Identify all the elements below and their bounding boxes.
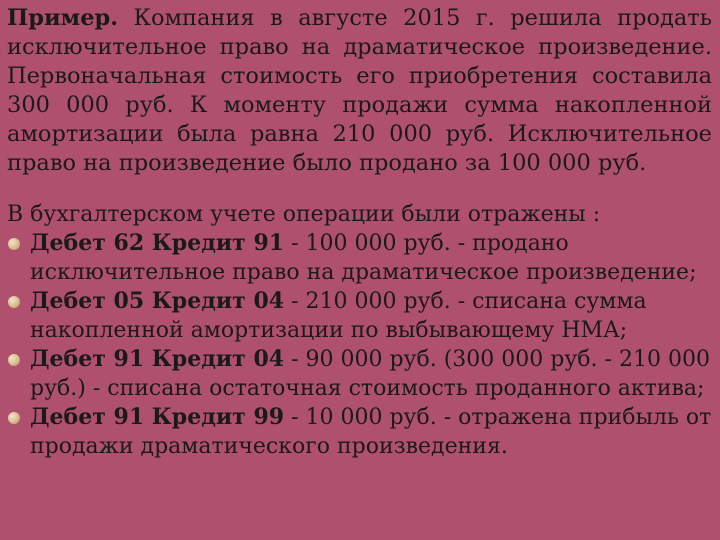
entries-list	[7, 229, 712, 461]
entry-account: Дебет 05 Кредит 04	[30, 288, 285, 314]
list-item	[7, 403, 712, 461]
operations-section	[7, 200, 712, 461]
entry-account: Дебет 91 Кредит 99	[30, 404, 285, 430]
list-item	[7, 345, 712, 403]
bullet-icon	[8, 412, 20, 424]
bullet-icon	[8, 238, 20, 250]
example-paragraph	[7, 4, 712, 178]
entry-text: - 210 000 руб. - списана сумма накопленной амортизации по выбывающему НМА;	[30, 289, 647, 343]
entry-account: Дебет 91 Кредит 04	[30, 346, 285, 372]
entry-account: Дебет 62 Кредит 91	[30, 230, 285, 256]
entry-text: - 10 000 руб. - отражена прибыль от продажи драматического произведения.	[30, 405, 712, 459]
example-label: Пример.	[7, 5, 119, 31]
bullet-icon	[8, 296, 20, 308]
operations-intro: В бухгалтерском учете операции были отражены :	[7, 202, 601, 227]
bullet-icon	[8, 354, 20, 366]
list-item	[7, 229, 712, 287]
list-item	[7, 287, 712, 345]
example-text: Компания в августе 2015 г. решила продать исключительное право на драматическое произведение. Первоначальная стоимость его приобретения составила 300 000 руб. К моменту продажи сумма накопленной амортизации была равна 210 000 руб. Исключительное право на произведение было продано за 100 000 руб.	[7, 5, 712, 176]
entry-text: - 100 000 руб. - продано исключительное право на драматическое произведение;	[30, 231, 697, 285]
entry-text: - 90 000 руб. (300 000 руб. - 210 000 руб.) - списана остаточная стоимость проданного актива;	[30, 347, 710, 401]
